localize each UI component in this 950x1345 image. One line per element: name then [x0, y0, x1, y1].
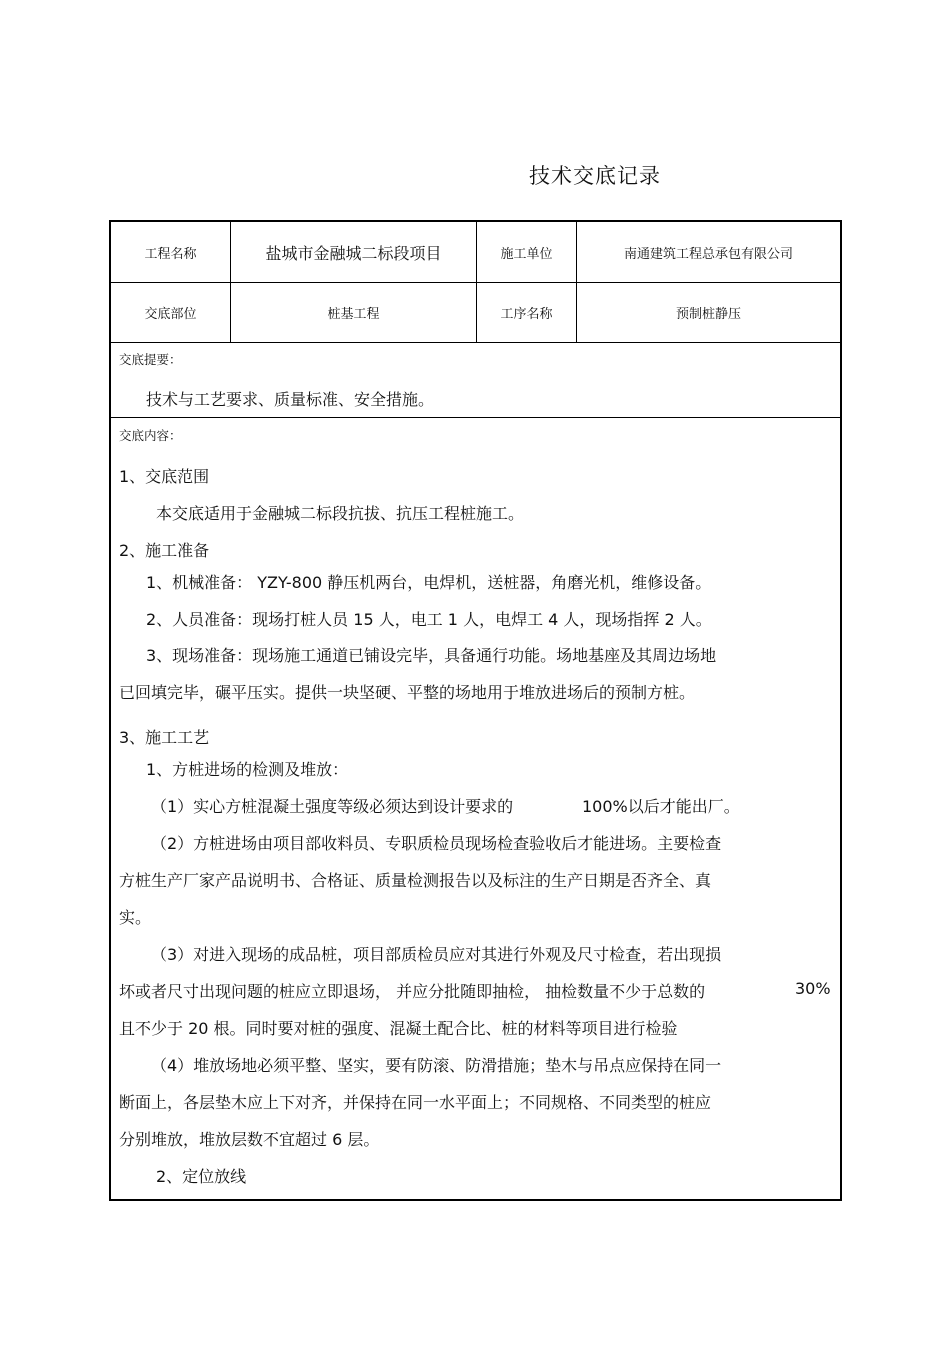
- paragraph-line: 断面上，各层垫木应上下对齐，并保持在同一水平面上；不同规格、不同类型的桩应: [119, 1093, 712, 1112]
- disclosure-record-table: [109, 220, 842, 1201]
- paragraph-line: （4）堆放场地必须平整、坚实，要有防滚、防滑措施；垫木与吊点应保持在同一: [151, 1056, 722, 1075]
- paragraph-line: （3）对进入现场的成品桩，项目部质检员应对其进行外观及尺寸检查，若出现损: [151, 945, 722, 964]
- process-name-label: 工序名称: [500, 307, 553, 322]
- project-name-label: 工程名称: [144, 246, 197, 262]
- row-divider: [111, 342, 840, 343]
- process-name-value: 预制桩静压: [675, 307, 741, 322]
- project-name-value: 盐城市金融城二标段项目: [265, 243, 442, 263]
- paragraph-line: 100%以后才能出厂。: [582, 797, 740, 816]
- paragraph-line: 30%: [795, 979, 831, 998]
- subsection-heading: 2、定位放线: [156, 1167, 247, 1186]
- paragraph-line: 实。: [119, 908, 152, 927]
- section-heading: 3、施工工艺: [119, 728, 210, 747]
- section-heading: 1、交底范围: [119, 467, 210, 486]
- paragraph-line: 本交底适用于金融城二标段抗拔、抗压工程桩施工。: [156, 504, 525, 523]
- content-label: 交底内容：: [119, 428, 182, 443]
- paragraph-line: 且不少于 20 根。同时要对桩的强度、混凝土配合比、桩的材料等项目进行检验: [119, 1019, 678, 1038]
- construction-unit-label: 施工单位: [500, 246, 553, 262]
- construction-unit-value: 南通建筑工程总承包有限公司: [623, 246, 793, 262]
- summary-label: 交底提要：: [119, 352, 182, 367]
- paragraph-line: 分别堆放，堆放层数不宜超过 6 层。: [119, 1130, 380, 1149]
- paragraph-line: （1）实心方桩混凝土强度等级必须达到设计要求的: [151, 797, 514, 816]
- paragraph-line: 1、机械准备： YZY-800 静压机两台，电焊机，送桩器，角磨光机，维修设备。: [146, 573, 712, 592]
- disclosure-part-label: 交底部位: [144, 307, 197, 322]
- paragraph-line: 方桩生产厂家产品说明书、合格证、质量检测报告以及标注的生产日期是否齐全、真: [119, 871, 712, 890]
- paragraph-line: （2）方桩进场由项目部收料员、专职质检员现场检查验收后才能进场。主要检查: [151, 834, 722, 853]
- document-title: 技术交底记录: [529, 164, 661, 188]
- paragraph-line: 2、人员准备：现场打桩人员 15 人，电工 1 人，电焊工 4 人，现场指挥 2 人。: [146, 610, 712, 629]
- disclosure-part-value: 桩基工程: [327, 307, 380, 322]
- paragraph-line: 3、现场准备：现场施工通道已铺设完毕，具备通行功能。场地基座及其周边场地: [146, 646, 717, 665]
- row-divider: [111, 417, 840, 418]
- paragraph-line: 坏或者尺寸出现问题的桩应立即退场， 并应分批随即抽检， 抽检数量不少于总数的: [119, 982, 706, 1001]
- summary-text: 技术与工艺要求、质量标准、安全措施。: [146, 390, 435, 409]
- subsection-heading: 1、方桩进场的检测及堆放：: [146, 760, 349, 779]
- paragraph-line: 已回填完毕，碾平压实。提供一块坚硬、平整的场地用于堆放进场后的预制方桩。: [119, 683, 696, 702]
- section-heading: 2、施工准备: [119, 541, 210, 560]
